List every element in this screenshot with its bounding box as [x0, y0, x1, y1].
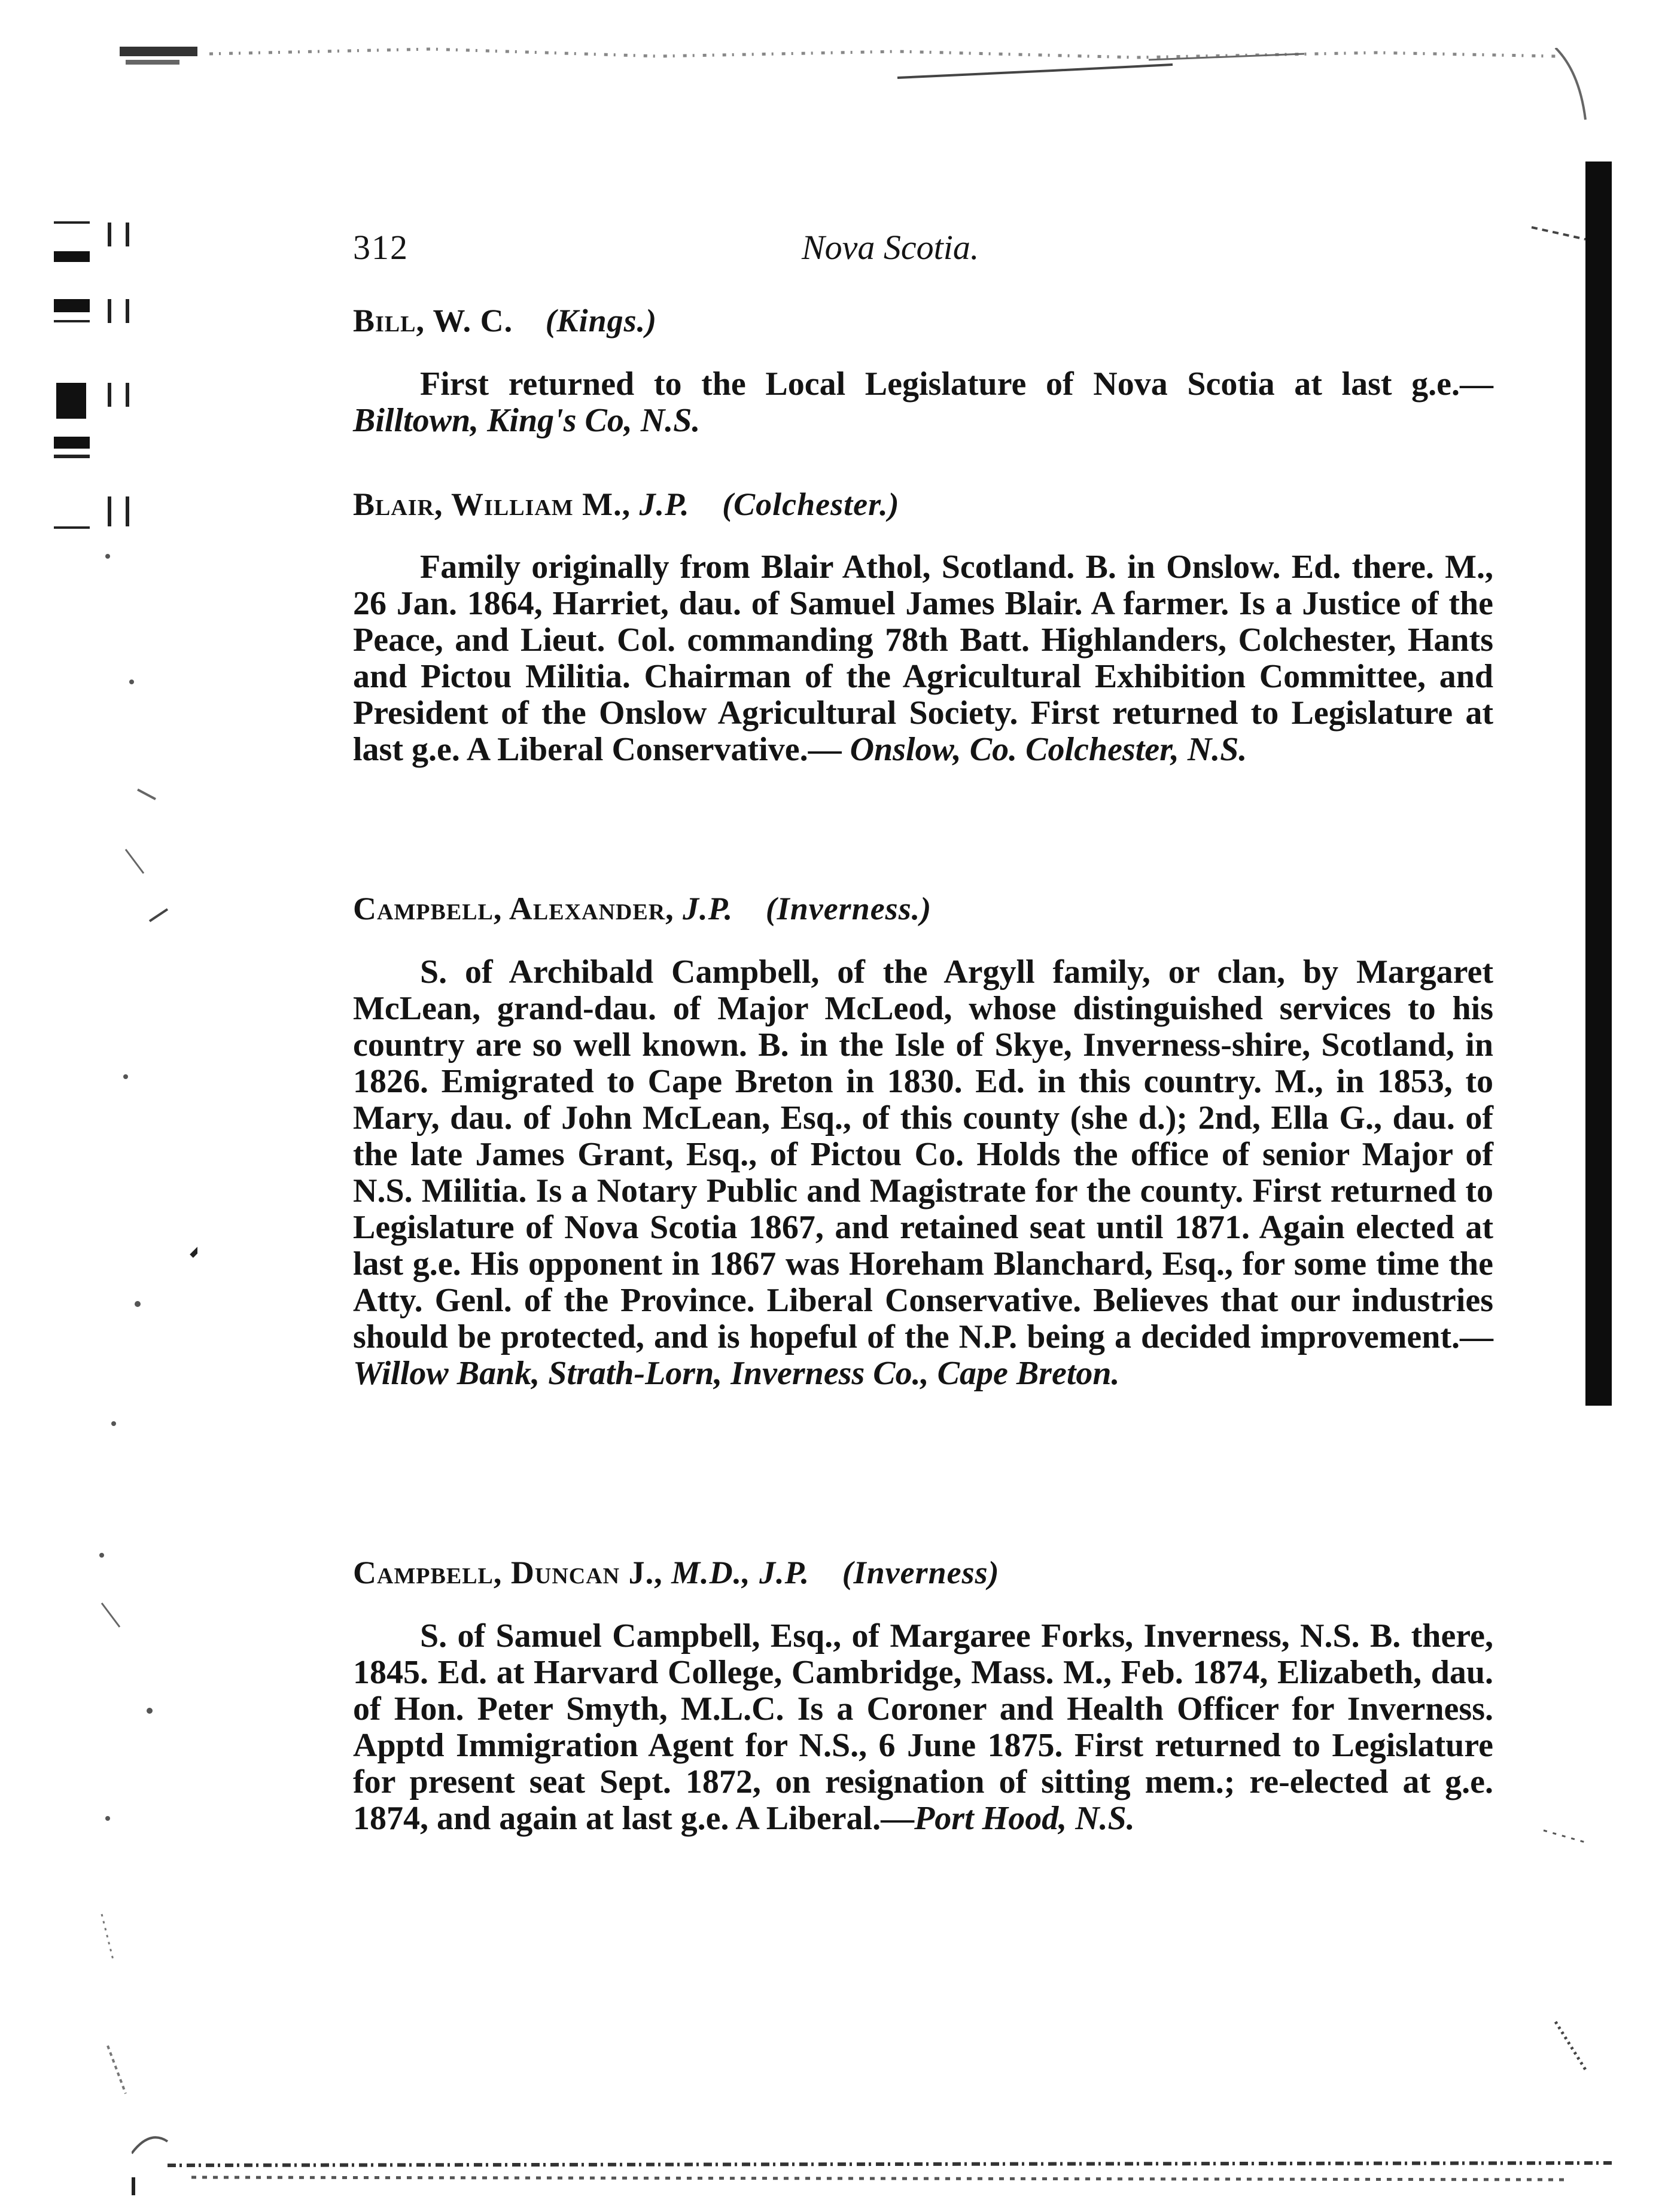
entry-body-campbell-alexander — [353, 954, 1493, 1392]
entry-forenames: J., — [620, 1555, 672, 1591]
entry-address: Onslow, Co. Colchester, N.S. — [850, 731, 1247, 768]
scan-noise-left-margin — [90, 538, 197, 2106]
scan-noise-top — [120, 36, 1567, 90]
entry-district: (Inverness.) — [765, 891, 932, 927]
entry-address: Willow Bank, Strath-Lorn, Inverness Co., Cape Breton. — [353, 1355, 1120, 1392]
scan-noise-right-edge — [1520, 48, 1591, 2117]
entry-biography: S. of Samuel Campbell, Esq., of Margaree Forks, Inverness, N.S. B. there, 1845. Ed. at Harvard College, Cambridge, Mass. M., Feb. 1874, Elizabeth, dau. of Hon. Peter Smyth, M.L.C. Is a Coroner and Health Officer for Inverness. Apptd Immigration Agent for N.S., 6 June 1875. First returned to Legislature for present seat Sept. 1872, on resignation of sitting mem.; re-elected at g.e. 1874, and again at last g.e. A Liberal.— — [353, 1617, 1493, 1837]
entry-surname: Bill, — [353, 303, 425, 339]
entry-body-bill — [353, 366, 1493, 439]
scan-binding-shadow — [1585, 162, 1612, 1406]
entry-address: Billtown, King's Co, N.S. — [353, 402, 701, 439]
entry-heading-campbell-duncan — [353, 1554, 1000, 1591]
running-title: Nova Scotia. — [802, 228, 979, 267]
page-number: 312 — [353, 228, 409, 267]
entry-forenames: M., — [573, 486, 640, 522]
entry-title: J.P. — [683, 891, 733, 927]
entry-title: J.P. — [639, 486, 690, 522]
entry-surname: Campbell, Duncan — [353, 1555, 620, 1591]
entry-surname: Blair, William — [353, 486, 574, 522]
entry-surname: Campbell, Alexander, — [353, 891, 674, 927]
entry-heading-blair — [353, 486, 900, 523]
entry-address: Port Hood, N.S. — [914, 1800, 1135, 1837]
entry-title: M.D., J.P. — [671, 1555, 810, 1591]
entry-body-blair — [353, 549, 1493, 768]
entry-body-campbell-duncan — [353, 1618, 1493, 1837]
entry-heading-bill — [353, 302, 657, 339]
entry-district: (Inverness) — [842, 1555, 1000, 1591]
entry-district: (Colchester.) — [722, 486, 900, 522]
entry-biography: First returned to the Local Legislature of Nova Scotia at last g.e.— — [420, 365, 1493, 403]
entry-forenames: W. C. — [425, 303, 513, 339]
scan-registration-marks — [48, 215, 138, 550]
entry-heading-campbell-alexander — [353, 890, 932, 927]
scan-noise-bottom — [132, 2117, 1615, 2195]
entry-biography: S. of Archibald Campbell, of the Argyll family, or clan, by Margaret McLean, grand-dau. of Major McLeod, whose distinguished services to his country are so well known. B. in the Isle of Skye, Inverness-shire, Scotland, in 1826. Emigrated to Cape Breton in 1830. Ed. in this country. M., in 1853, to Mary, dau. of John McLean, Esq., of this county (she d.); 2nd, Ella G., dau. of the late James Grant, Esq., of Pictou Co. Holds the office of senior Major of N.S. Militia. Is a Notary Public and Magistrate for the county. First returned to Legislature of Nova Scotia 1867, and retained seat until 1871. Again elected at last g.e. His opponent in 1867 was Horeham Blanchard, Esq., for some time the Atty. Genl. of the Province. Liberal Conservative. Believes that our industries should be protected, and is hopeful of the N.P. being a decided improvement.— — [353, 953, 1493, 1355]
entry-district: (Kings.) — [545, 303, 658, 339]
entry-biography: Family originally from Blair Athol, Scotland. B. in Onslow. Ed. there. M., 26 Jan. 1864, Harriet, dau. of Samuel James Blair. A farmer. Is a Justice of the Peace, and Lieut. Col. commanding 78th Batt. Highlanders, Colchester, Hants and Pictou Militia. Chairman of the Agricultural Exhibition Committee, and President of the Onslow Agricultural Society. First returned to Legislature at last g.e. A Liberal Conservative.— — [353, 549, 1493, 768]
entry-forenames — [674, 891, 683, 927]
